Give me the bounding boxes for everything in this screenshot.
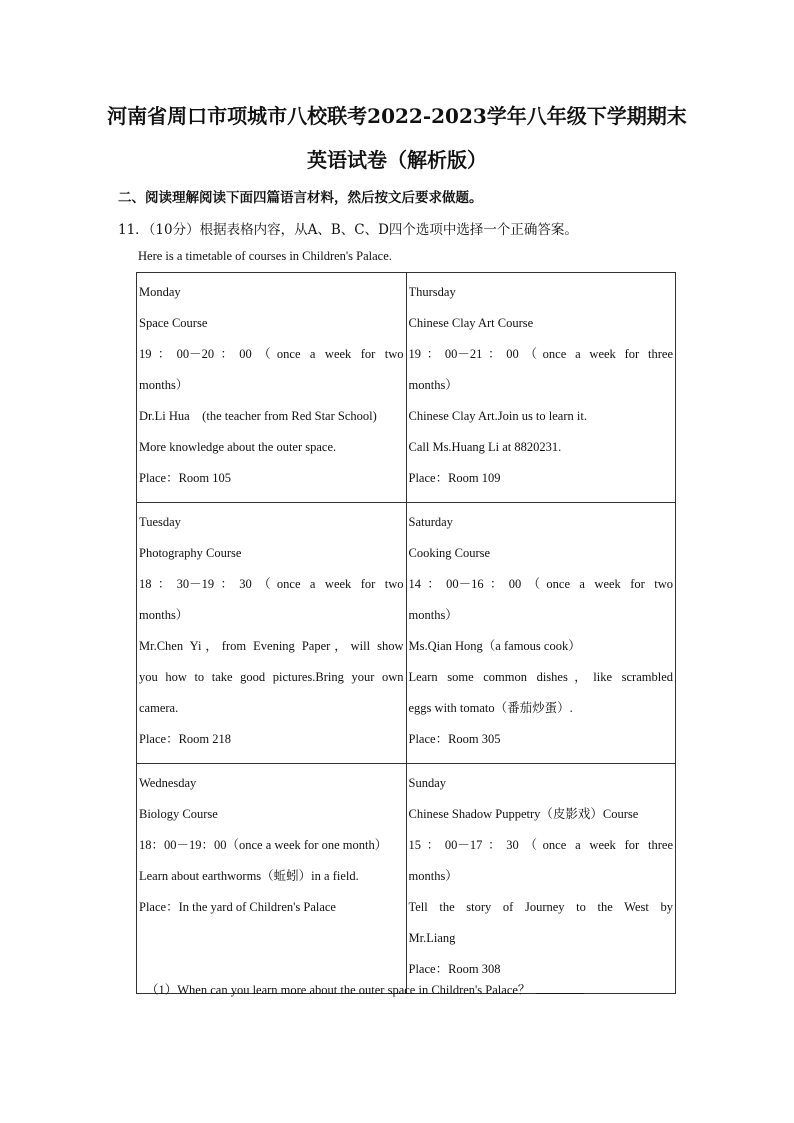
cell-text: More knowledge about the outer space. [139, 440, 337, 454]
document-title-line-2: 英语试卷（解析版） [307, 148, 487, 172]
cell-text: Learn some common dishes，like scrambled [408, 670, 673, 684]
cell-text: Learn about earthworms（蚯蚓）in a field. [139, 869, 359, 883]
cell-day: Sunday [408, 776, 446, 790]
cell-text: Mr.Chen Yi，from Evening Paper，will show [139, 639, 404, 653]
cell-day: Thursday [408, 285, 456, 299]
cell-text: Ms.Qian Hong（a famous cook） [408, 639, 581, 653]
question-stem: 11．（10分）根据表格内容，从A、B、C、D四个选项中选择一个正确答案。 [118, 222, 578, 238]
course-cell-tuesday [137, 503, 407, 764]
cell-day: Saturday [408, 515, 453, 529]
cell-course: Chinese Clay Art Course [408, 316, 534, 330]
cell-course: Space Course [139, 316, 208, 330]
cell-text: Chinese Clay Art.Join us to learn it. [408, 409, 587, 423]
cell-day: Tuesday [139, 515, 181, 529]
cell-day: Wednesday [139, 776, 197, 790]
sub-question-text: （1）When can you learn more about the outer space in Children's Palace？ [146, 983, 531, 997]
course-cell-wednesday [137, 764, 407, 994]
cell-text: Mr.Liang [408, 931, 456, 945]
cell-place: Place：In the yard of Children's Palace [139, 900, 336, 914]
cell-place: Place：Room 305 [408, 732, 501, 746]
cell-place: Place：Room 105 [139, 471, 232, 485]
cell-text: camera. [139, 701, 179, 715]
course-cell-monday [137, 273, 407, 503]
cell-text: Tell the story of Journey to the West by [408, 900, 673, 914]
table-row [137, 503, 676, 764]
cell-course: Biology Course [139, 807, 218, 821]
course-cell-sunday [406, 764, 676, 994]
answer-blank[interactable] [536, 981, 584, 994]
cell-course: Photography Course [139, 546, 242, 560]
cell-time-cont: months） [408, 869, 458, 883]
document-title-line-1: 河南省周口市项城市八校联考2022-2023学年八年级下学期期末 [107, 104, 687, 128]
cell-text: you how to take good pictures.Bring your own [139, 670, 404, 684]
cell-time: 19：00－20：00（once a week for two [139, 347, 404, 361]
cell-place: Place：Room 308 [408, 962, 501, 976]
cell-text: Call Ms.Huang Li at 8820231. [408, 440, 562, 454]
cell-time: 19：00－21：00（once a week for three [408, 347, 673, 361]
cell-day: Monday [139, 285, 181, 299]
cell-time: 18：30－19：30（once a week for two [139, 577, 404, 591]
cell-place: Place：Room 109 [408, 471, 501, 485]
section-heading: 二、阅读理解阅读下面四篇语言材料，然后按文后要求做题。 [118, 190, 483, 206]
cell-text: eggs with tomato（番茄炒蛋）. [408, 701, 573, 715]
table-row [137, 273, 676, 503]
course-timetable [136, 272, 676, 994]
cell-course: Chinese Shadow Puppetry（皮影戏）Course [408, 807, 639, 821]
cell-time-cont: months） [408, 608, 458, 622]
cell-time: 14：00－16：00（once a week for two [408, 577, 673, 591]
passage-intro: Here is a timetable of courses in Children's Palace. [138, 249, 392, 263]
cell-time: 15：00－17：30（once a week for three [408, 838, 673, 852]
cell-time: 18：00－19：00（once a week for one month） [139, 838, 388, 852]
course-cell-saturday [406, 503, 676, 764]
cell-place: Place：Room 218 [139, 732, 232, 746]
cell-time-cont: months） [408, 378, 458, 392]
table-row [137, 764, 676, 994]
cell-course: Cooking Course [408, 546, 491, 560]
sub-question-1 [146, 980, 584, 998]
cell-time-cont: months） [139, 378, 189, 392]
cell-text: Dr.Li Hua (the teacher from Red Star School) [139, 409, 377, 423]
cell-time-cont: months） [139, 608, 189, 622]
course-cell-thursday [406, 273, 676, 503]
